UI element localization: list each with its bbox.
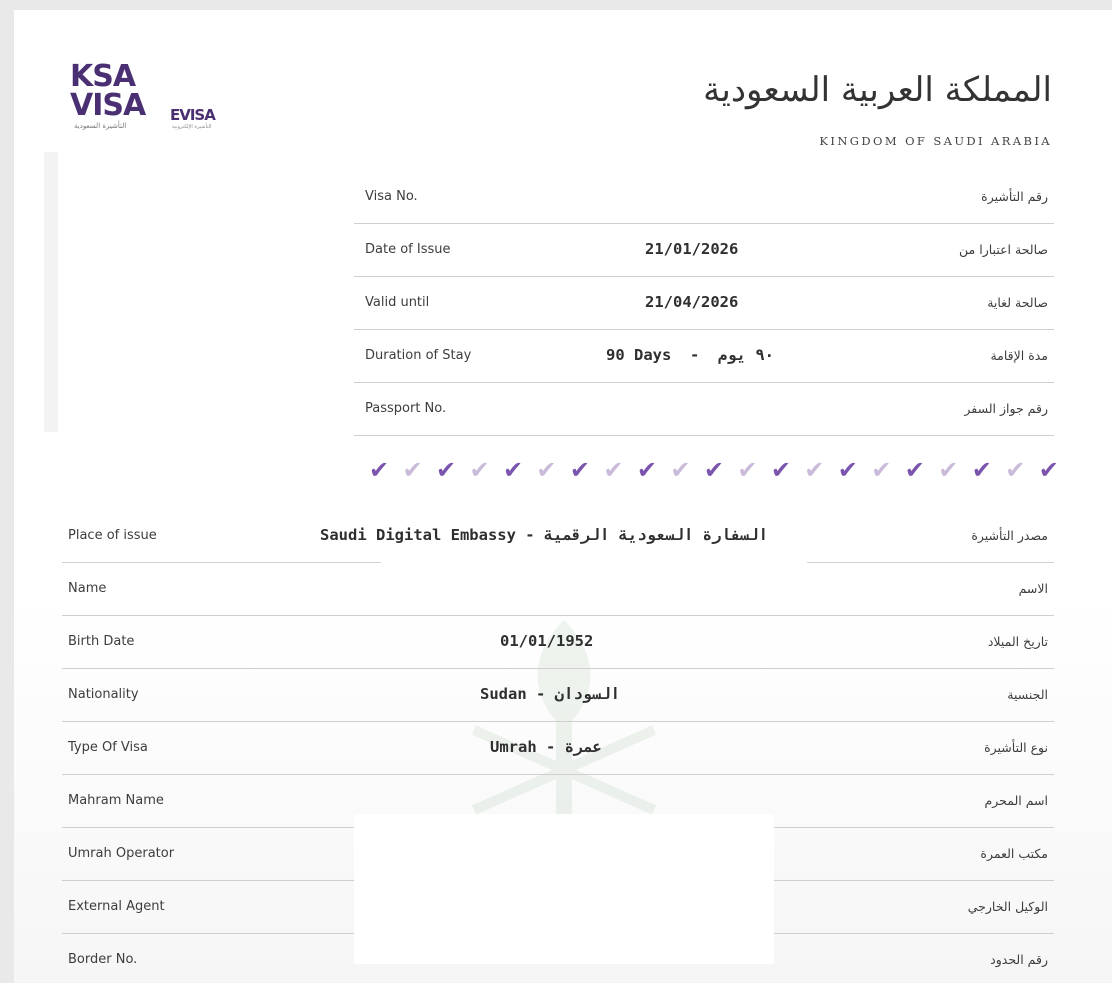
field-label: External Agent bbox=[68, 899, 165, 914]
field-duration-of-stay bbox=[354, 329, 1054, 383]
check-icon: ✔ bbox=[369, 456, 390, 484]
field-label-arabic: مدة الإقامة bbox=[990, 348, 1048, 363]
check-icon: ✔ bbox=[670, 456, 691, 484]
field-label-arabic: صالحة اعتبارا من bbox=[959, 242, 1048, 257]
field-label: Birth Date bbox=[68, 634, 135, 649]
check-icon: ✔ bbox=[971, 456, 992, 484]
check-icon: ✔ bbox=[469, 456, 490, 484]
check-icon: ✔ bbox=[1005, 456, 1026, 484]
field-value: 90 Days - ٩٠ يوم bbox=[606, 346, 774, 364]
evisa-logo: EVISA bbox=[170, 106, 215, 124]
logo-subtitle: التأشيرة السعودية bbox=[74, 122, 127, 130]
field-label: Passport No. bbox=[365, 401, 447, 416]
check-icon: ✔ bbox=[435, 456, 457, 484]
checkmark-divider bbox=[369, 450, 1059, 490]
field-value: 01/01/1952 bbox=[500, 632, 594, 650]
field-label-arabic: مصدر التأشيرة bbox=[971, 528, 1048, 543]
field-label-arabic: اسم المحرم bbox=[984, 793, 1048, 808]
evisa-subtitle: التأشيرة الإلكترونية bbox=[172, 124, 212, 130]
check-icon: ✔ bbox=[938, 456, 959, 484]
check-icon: ✔ bbox=[569, 456, 591, 484]
kingdom-title-arabic: المملكة العربية السعودية bbox=[703, 70, 1052, 110]
field-label: Type Of Visa bbox=[68, 740, 148, 755]
field-valid-until bbox=[354, 276, 1054, 330]
logo-line-1: KSA bbox=[70, 59, 136, 94]
visa-document bbox=[14, 10, 1112, 983]
check-icon: ✔ bbox=[703, 456, 724, 484]
check-icon: ✔ bbox=[737, 456, 758, 484]
field-label: Umrah Operator bbox=[68, 846, 175, 861]
redaction-name bbox=[380, 558, 808, 608]
check-icon: ✔ bbox=[536, 456, 557, 484]
field-label: Nationality bbox=[68, 687, 139, 702]
field-value: 21/01/2026 bbox=[645, 240, 739, 258]
field-label-arabic: الجنسية bbox=[1007, 687, 1048, 702]
check-icon: ✔ bbox=[1038, 456, 1059, 484]
field-label: Mahram Name bbox=[68, 793, 164, 808]
kingdom-title-english: KINGDOM OF SAUDI ARABIA bbox=[819, 134, 1052, 148]
check-icon: ✔ bbox=[603, 456, 624, 484]
field-visa-number bbox=[354, 170, 1054, 224]
redaction-operator-agent-border bbox=[354, 814, 774, 964]
photo-placeholder bbox=[58, 152, 354, 430]
field-label: Valid until bbox=[365, 295, 430, 310]
field-label-arabic: الوكيل الخارجي bbox=[967, 899, 1048, 914]
check-icon: ✔ bbox=[904, 456, 925, 484]
redaction-passport bbox=[500, 384, 932, 420]
check-icon: ✔ bbox=[871, 456, 892, 484]
field-value: Saudi Digital Embassy - السفارة السعودية الرقمية bbox=[320, 526, 768, 544]
field-label-arabic: رقم الحدود bbox=[990, 952, 1048, 967]
field-label-arabic: رقم التأشيرة bbox=[981, 189, 1048, 204]
field-type-of-visa bbox=[62, 721, 1054, 775]
field-label-arabic: مكتب العمرة bbox=[980, 846, 1048, 861]
field-label-arabic: تاريخ الميلاد bbox=[987, 634, 1048, 649]
field-label: Name bbox=[68, 581, 107, 596]
check-icon: ✔ bbox=[636, 456, 657, 484]
field-label: Duration of Stay bbox=[365, 348, 472, 363]
photo-shadow bbox=[44, 152, 58, 432]
field-value: 21/04/2026 bbox=[645, 293, 739, 311]
logo-line-2: VISA bbox=[70, 88, 146, 123]
field-label-arabic: الاسم bbox=[1018, 581, 1048, 596]
check-icon: ✔ bbox=[837, 456, 858, 484]
field-nationality bbox=[62, 668, 1054, 722]
field-place-of-issue bbox=[62, 509, 1054, 563]
check-icon: ✔ bbox=[402, 456, 423, 484]
check-icon: ✔ bbox=[770, 456, 791, 484]
field-birth-date bbox=[62, 615, 1054, 669]
field-value: Sudan - السودان bbox=[480, 685, 620, 703]
field-label: Place of issue bbox=[68, 528, 157, 543]
field-label: Date of Issue bbox=[365, 242, 451, 257]
field-label-arabic: رقم جواز السفر bbox=[964, 401, 1048, 416]
field-label-arabic: نوع التأشيرة bbox=[984, 740, 1048, 755]
field-value: Umrah - عمرة bbox=[490, 738, 602, 756]
field-label: Border No. bbox=[68, 952, 138, 967]
field-label-arabic: صالحة لغاية bbox=[987, 295, 1048, 310]
check-icon: ✔ bbox=[502, 456, 524, 484]
check-icon: ✔ bbox=[804, 456, 825, 484]
field-label: Visa No. bbox=[365, 189, 418, 204]
ksa-visa-logo bbox=[70, 59, 215, 130]
field-date-of-issue bbox=[354, 223, 1054, 277]
